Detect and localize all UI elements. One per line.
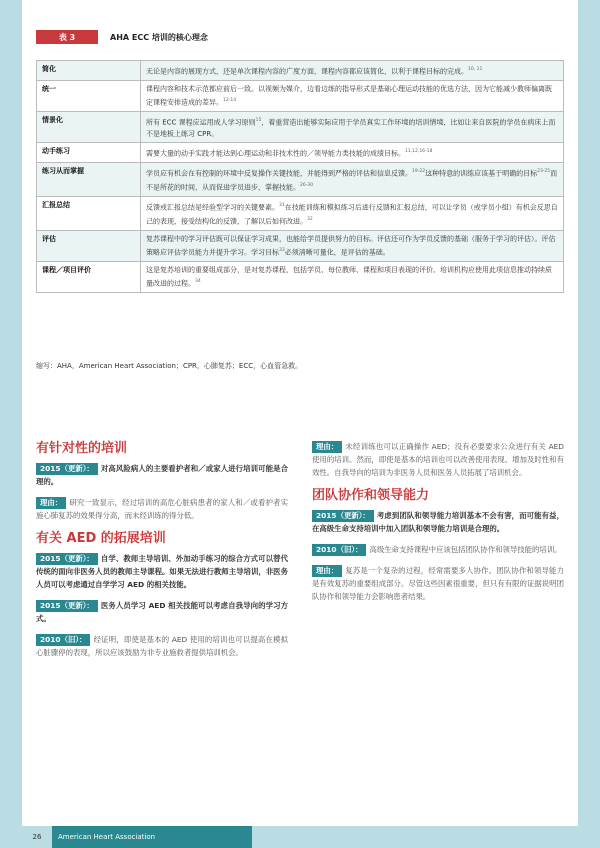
table-number-tag: 表 3: [36, 30, 98, 44]
citation: 10, 11: [468, 67, 483, 72]
page-number: 26: [32, 833, 42, 841]
row-text: 所有 ECC 课程应运用成人学习原则$^{15}$，着重营造出能够实际应用于学员真实工作环境的培训情境，比如让来自医院的学员在病床上而不是地板上练习 CPR。: [141, 112, 564, 143]
table-row: [37, 61, 564, 81]
paragraph: 2015（更新）： 对高风险病人的主要看护者和／或家人进行培训可能是合理的。: [36, 464, 288, 486]
row-text: 课程内容和技术示范都应前后一致。以视频为媒介，边看边练的指导形式是基础心理运动技能的优选方法，因为它能减少教师偏离既定课程安排造成的差异。$^{12-14}$: [141, 80, 564, 111]
citation: 34: [195, 279, 201, 285]
citation: 33: [279, 248, 285, 254]
citation: 15: [255, 118, 262, 124]
paragraph: 2015（更新）： 自学、教师主导培训、外加动手练习的综合方式可以替代传统的面向非医务人员的教师主导课程。如果无法进行教师主导培训，非医务人员可以考虑通过自学学习 AED 的相关技能。: [36, 554, 288, 589]
row-label: 练习从而掌握: [37, 163, 141, 197]
footer-bar: [52, 826, 252, 848]
paragraph: 2010（旧）： 经证明，即使是基本的 AED 使用的培训也可以提高在模拟心脏骤停的表现，所以应该鼓励为非专业施救者提供培训机会。: [36, 635, 288, 657]
update-tag: 2015（更新）：: [312, 510, 374, 522]
reason-tag: 理由：: [36, 497, 66, 509]
citation: 31: [279, 202, 285, 208]
ecc-core-concepts-table: [36, 60, 564, 293]
row-text: 需要大量的动手实践才能达到心理运动和非技术性的／领导能力类技能的成绩目标。$^{11,12,16-18}$: [141, 143, 564, 163]
citation: 32: [307, 216, 313, 222]
paragraph: 理由： 复苏是一个复杂的过程，经常需要多人协作。团队协作和领导能力是有效复苏的重要组成部分。尽管这些因素很重要，但只有有限的证据说明团队协作和领导能力会影响患者结果。: [312, 566, 564, 601]
section-heading-targeted-training: 有针对性的培训: [36, 441, 128, 456]
reason-tag: 理由：: [312, 441, 342, 453]
citation: 23-25: [537, 169, 551, 175]
section-heading-teamwork: 团队协作和领导能力: [312, 488, 430, 503]
table-row: [37, 196, 564, 230]
page-footer: [22, 826, 578, 848]
citation: 11,12,16-18: [405, 149, 433, 155]
row-text: 这是复苏培训的重要组成部分，是对复苏课程，包括学员、每位教师、课程和项目表现的评价。培训机构应使用此项信息推动持续质量改进的过程。$^{34}$: [141, 261, 564, 292]
paragraph: 理由： 研究一致显示，经过培训的高危心脏病患者的家人和／或看护者实施心肺复苏的效果得分高，而未经训练的得分低。: [36, 498, 288, 520]
row-text: 复苏课程中的学习评估既可以保证学习成果，也能给学员提供努力的目标。评估还可作为学员反馈的基础（服务于学习的评估）。评估策略应评估学员能力并提升学习。学习目标$^{33}$必须清晰可量化，是评估的基础。: [141, 230, 564, 261]
table-title: [36, 30, 208, 44]
row-text: 反馈或汇报总结是经验型学习的关键要素。$^{31}$在技能训练和模拟练习后进行反馈和汇报总结，可以让学员（或学员小组）有机会反思自己的表现，接受结构化的反馈，了解以后如何改进。$^{32}$: [141, 196, 564, 230]
left-decor-strip: [0, 0, 22, 848]
update-tag: 2015（更新）：: [36, 463, 98, 475]
update-tag: 2015（更新）：: [36, 600, 98, 612]
section-heading-aed-training: 有关 AED 的拓展培训: [36, 531, 166, 546]
row-label: 课程／项目评价: [37, 261, 141, 292]
row-label: 情景化: [37, 112, 141, 143]
old-tag: 2010（旧）：: [36, 634, 90, 646]
right-decor-strip: [578, 0, 600, 848]
paragraph: 2015（更新）： 考虑到团队和领导能力培训基本不会有害，而可能有益，在高级生命支持培训中加入团队和领导能力培训是合理的。: [312, 511, 564, 533]
row-label: 评估: [37, 230, 141, 261]
table-row: [37, 261, 564, 292]
update-tag: 2015（更新）：: [36, 553, 98, 565]
citation: 26-30: [300, 183, 314, 189]
row-label: 汇报总结: [37, 196, 141, 230]
paragraph: 2010（旧）： 高级生命支持课程中应该包括团队协作和领导技能的培训。: [312, 543, 564, 556]
row-text: 学员应有机会在有控制的环境中反复操作关键技能，并能得到严格的评估和信息反馈。$^{19-22}$这种特意的训练应该基于明确的目标$^{23-25}$而不是所花的时间，从而促进学员进步，掌握技能。$^{26-30}$: [141, 163, 564, 197]
reason-tag: 理由：: [312, 565, 342, 577]
table-caption: AHA ECC 培训的核心理念: [110, 32, 208, 42]
footer-org-name: American Heart Association: [58, 833, 156, 841]
citation: 12-14: [223, 98, 237, 104]
old-tag: 2010（旧）：: [312, 544, 366, 556]
left-column: [36, 440, 288, 667]
table-row: [37, 143, 564, 163]
table-row: [37, 163, 564, 197]
table-row: [37, 80, 564, 111]
table-row: [37, 112, 564, 143]
row-label: 动手练习: [37, 143, 141, 163]
row-text: 无论是内容的展现方式，还是单次课程内容的广度方面，课程内容都应该简化，以利于课程目标的完成。$^{10, 11}$: [141, 61, 564, 81]
row-label: 简化: [37, 61, 141, 81]
table-abbreviations: 缩写：AHA，American Heart Association；CPR，心肺复苏；ECC，心血管急救。: [36, 362, 303, 370]
paragraph: 理由： 未经训练也可以正确操作 AED；没有必要要求公众进行有关 AED 使用的培训。然而，即使是基本的培训也可以改善使用表现、增加及时性和有效性。自我导向的培训为非医务人员和医务人员拓展了培训机会。: [312, 442, 564, 477]
citation: 19-22: [412, 169, 426, 175]
table-row: [37, 230, 564, 261]
paragraph: 2015（更新）： 医务人员学习 AED 相关技能可以考虑自我导向的学习方式。: [36, 601, 288, 623]
row-label: 统一: [37, 80, 141, 111]
right-column: [312, 440, 564, 611]
